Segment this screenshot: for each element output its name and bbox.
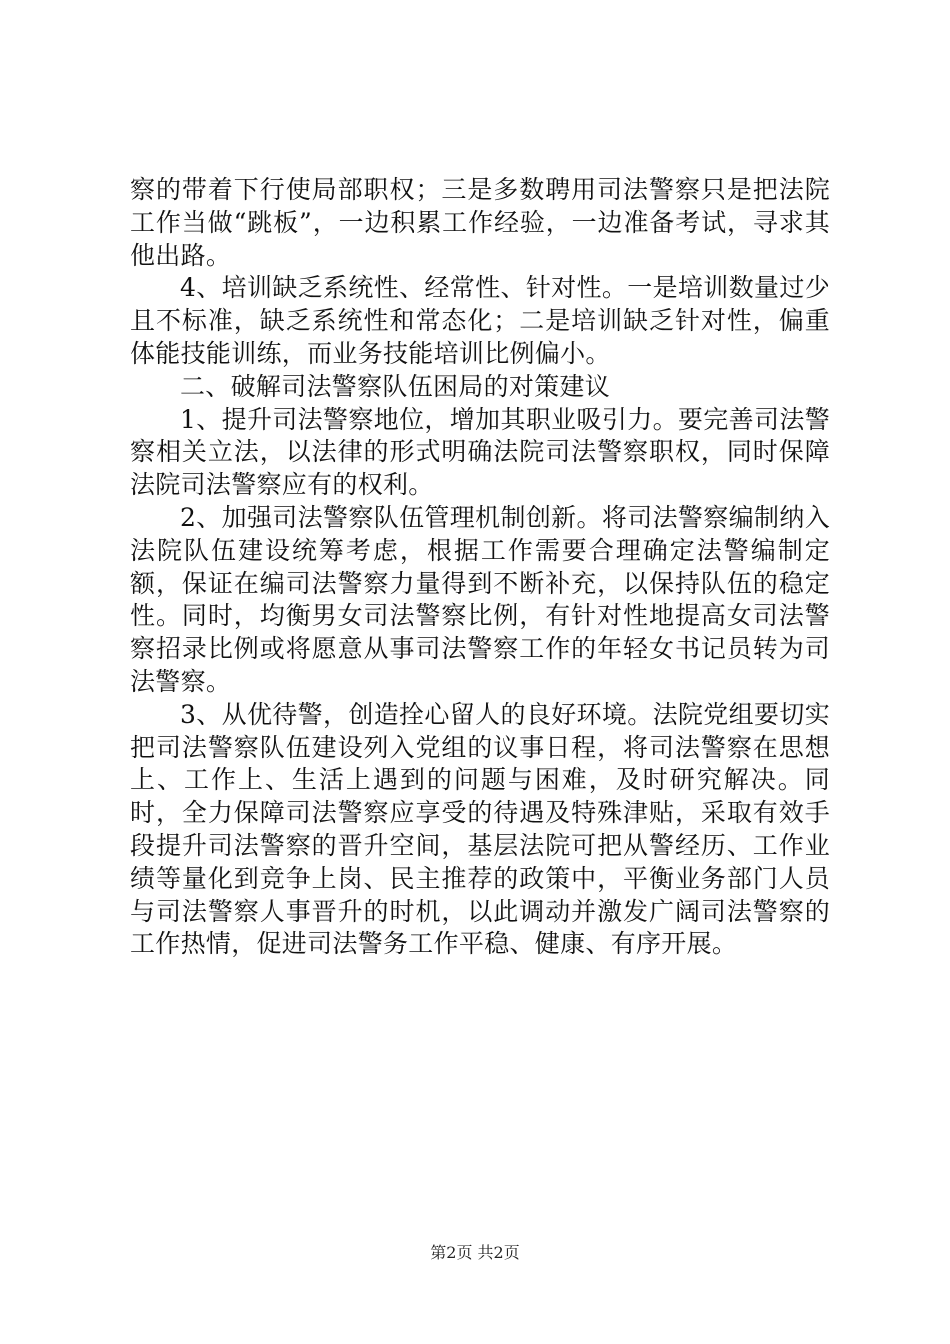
document-body xyxy=(130,174,830,961)
page-number-footer: 第2页 共2页 xyxy=(430,1243,520,1262)
section-heading: 二、破解司法警察队伍困局的对策建议 xyxy=(180,371,611,401)
paragraph-status: 1、提升司法警察地位，增加其职业吸引力。要完善司法警察相关立法，以法律的形式明确法院司法警察职权，同时保障法院司法警察应有的权利。 xyxy=(130,404,830,500)
paragraph-treatment: 3、从优待警，创造拴心留人的良好环境。法院党组要切实把司法警察队伍建设列入党组的议事日程，将司法警察在思想上、工作上、生活上遇到的问题与困难，及时研究解决。同时，全力保障司法警察应享受的待遇及特殊津贴，采取有效手段提升司法警察的晋升空间，基层法院可把从警经历、工作业绩等量化到竞争上岗、民主推荐的政策中，平衡业务部门人员与司法警察人事晋升的时机，以此调动并激发广阔司法警察的工作热情，促进司法警务工作平稳、健康、有序开展。 xyxy=(130,699,830,959)
paragraph-management: 2、加强司法警察队伍管理机制创新。将司法警察编制纳入法院队伍建设统筹考虑，根据工作需要合理确定法警编制定额，保证在编司法警察力量得到不断补充，以保持队伍的稳定性。同时，均衡男女司法警察比例，有针对性地提高女司法警察招录比例或将愿意从事司法警察工作的年轻女书记员转为司法警察。 xyxy=(130,502,830,696)
paragraph-continuation: 察的带着下行使局部职权；三是多数聘用司法警察只是把法院工作当做“跳板”，一边积累工作经验，一边准备考试，寻求其他出路。 xyxy=(130,175,830,270)
paragraph-training: 4、培训缺乏系统性、经常性、针对性。一是培训数量过少且不标准，缺乏系统性和常态化；二是培训缺乏针对性，偏重体能技能训练，而业务技能培训比例偏小。 xyxy=(130,273,830,368)
